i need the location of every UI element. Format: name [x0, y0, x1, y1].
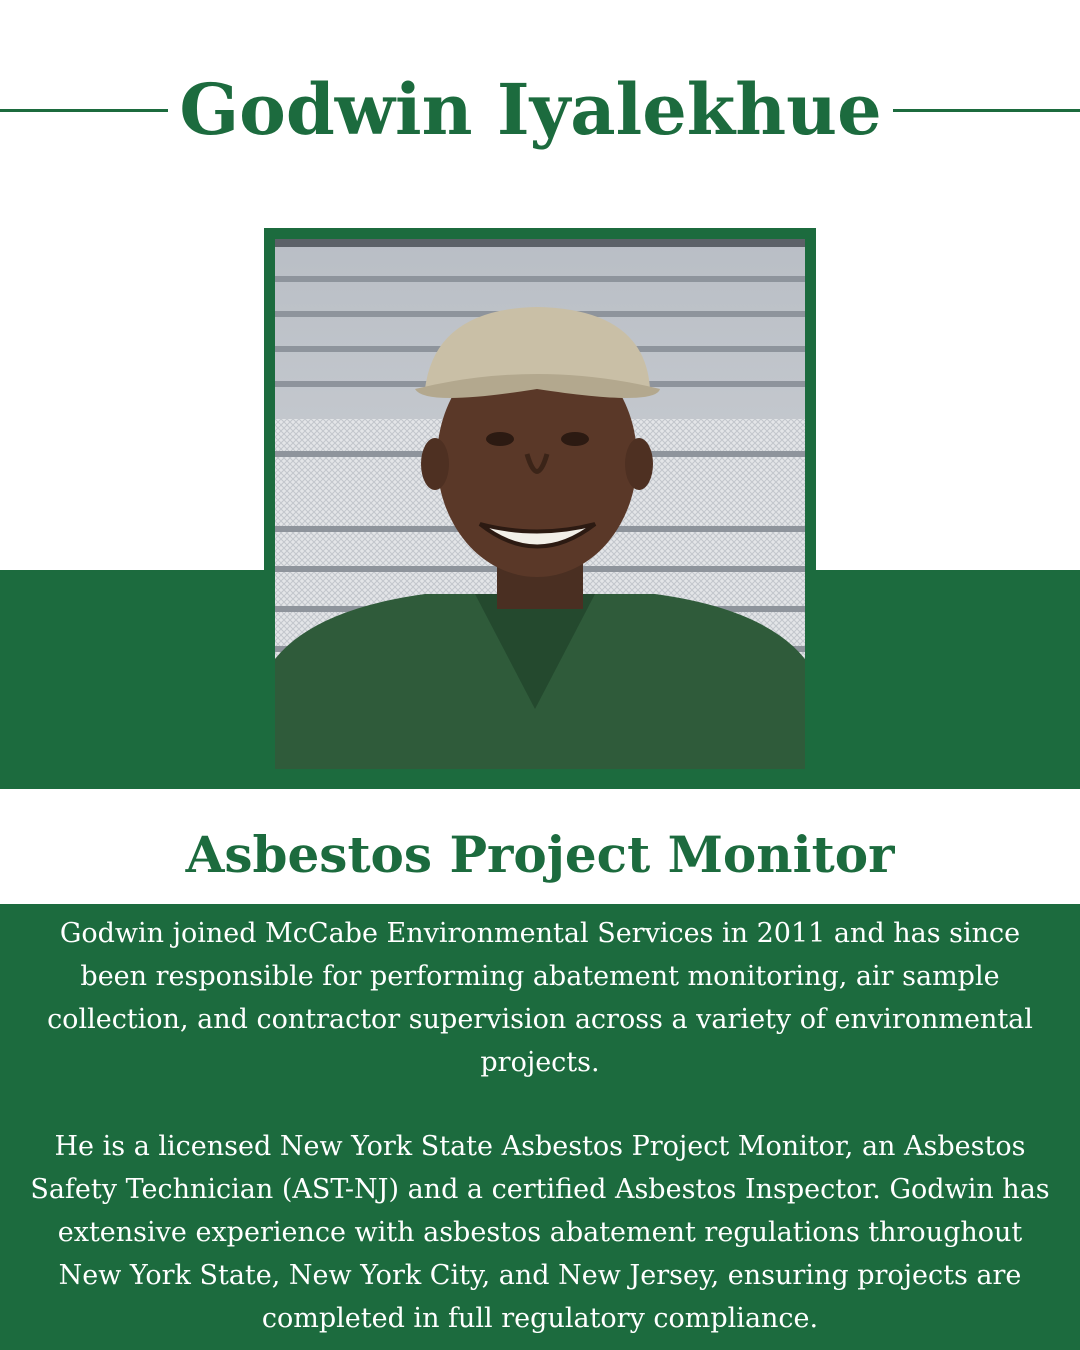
title-rule-left [0, 109, 168, 112]
title-row [0, 60, 1080, 160]
bio-panel [0, 904, 1080, 1350]
profile-photo [275, 239, 805, 769]
bio-paragraph-2: He is a licensed New York State Asbestos Project Monitor, an Asbestos Safety Technician (AST-NJ) and a certified Asbestos Inspector. Godwin has extensive experience with asbestos abatement regulations throughout New York State, New York City, and New Jersey, ensuring projects are completed in full regulatory compliance. [30, 1131, 1050, 1334]
person-name: Godwin Iyalekhue [179, 68, 882, 151]
title-rule-right [893, 109, 1080, 112]
photo-frame [264, 228, 816, 780]
job-title: Asbestos Project Monitor [185, 825, 895, 884]
bio-paragraph-1: Godwin joined McCabe Environmental Services in 2011 and has since been responsible for performing abatement monitoring, air sample collection, and contractor supervision across a variety of environmental projects. [47, 918, 1033, 1078]
portrait-illustration [275, 239, 805, 769]
